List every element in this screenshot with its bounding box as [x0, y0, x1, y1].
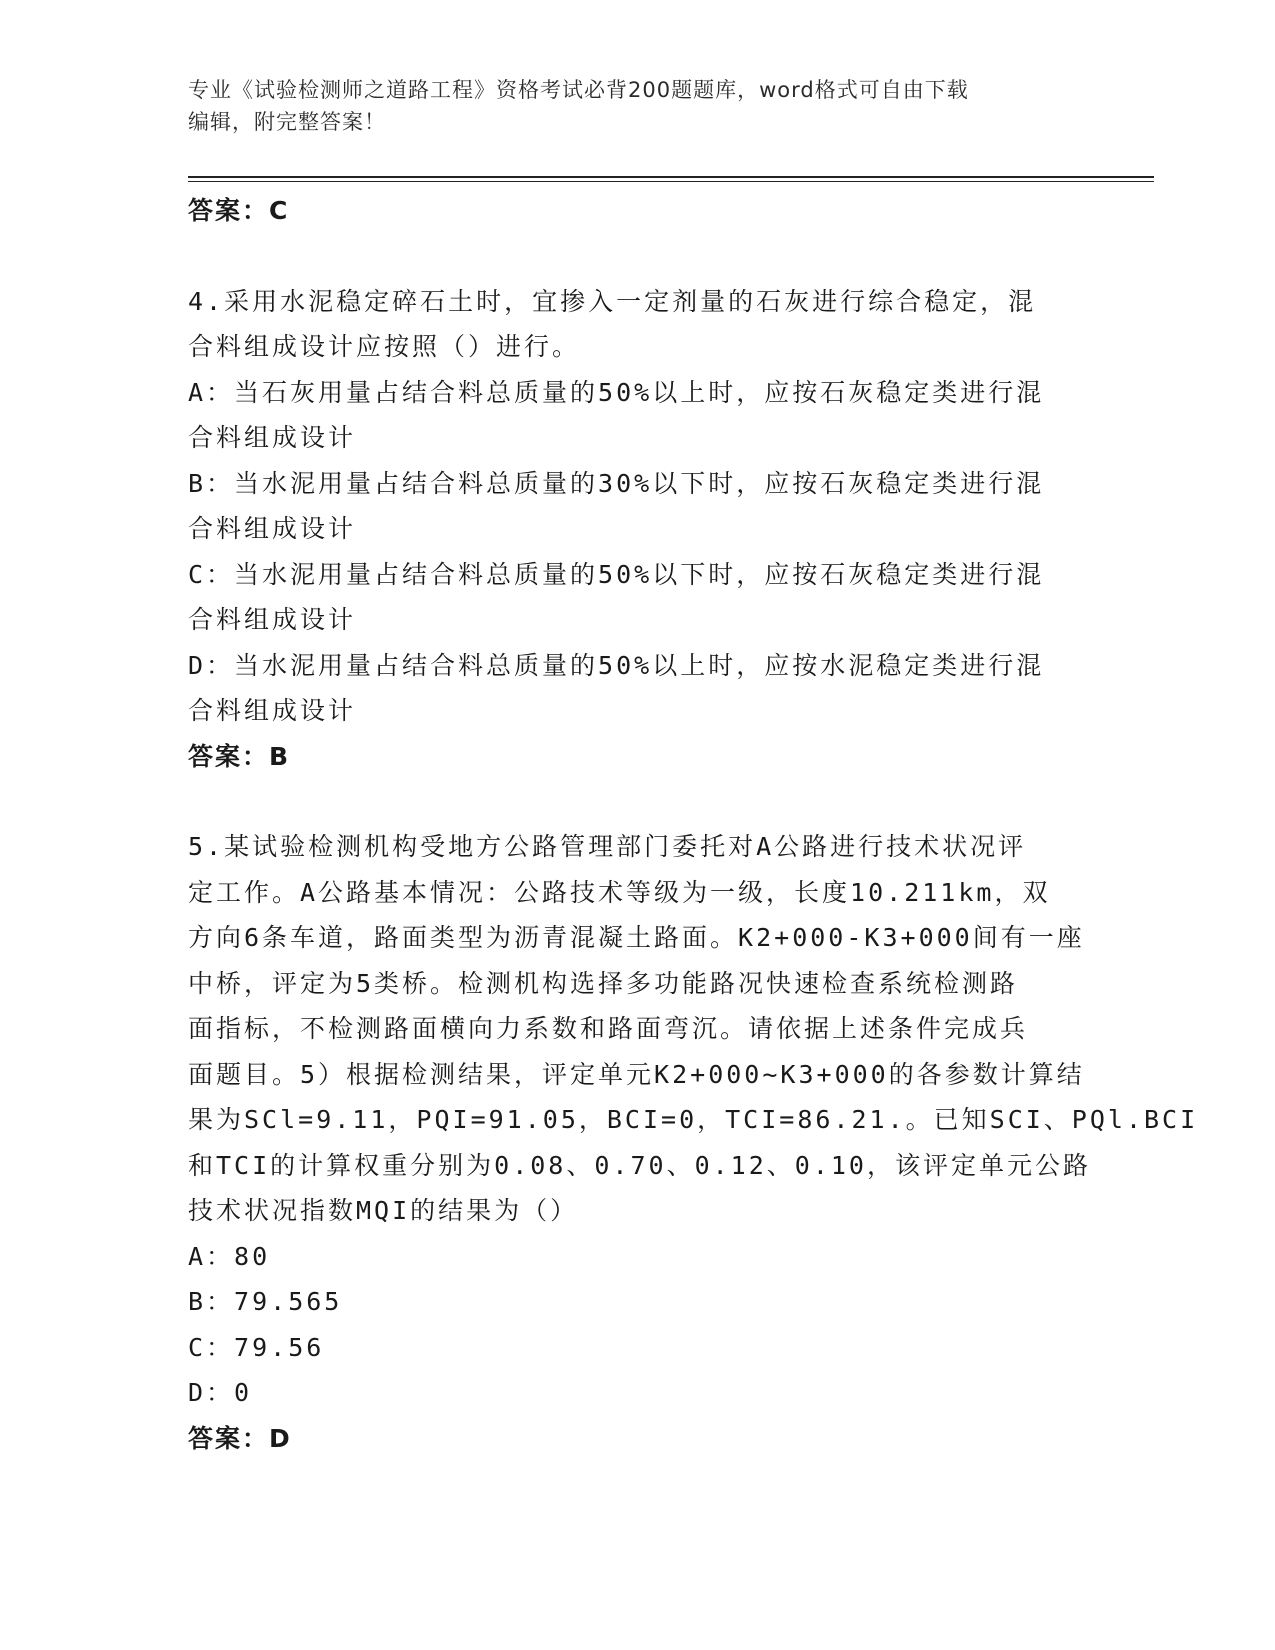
question-stem-line: 5.某试验检测机构受地方公路管理部门委托对A公路进行技术状况评 — [188, 832, 1027, 861]
spacer — [188, 234, 1088, 279]
option-a-line: 合料组成设计 — [188, 423, 357, 452]
question-stem-line: 和TCI的计算权重分别为0.08、0.70、0.12、0.10，该评定单元公路 — [188, 1150, 1091, 1180]
question-4-answer: 答案：B — [188, 741, 291, 771]
option-a: A：80 — [188, 1241, 271, 1271]
option-a-line: A：当石灰用量占结合料总质量的50%以上时，应按石灰稳定类进行混 — [188, 377, 1045, 407]
question-stem-line: 方向6条车道，路面类型为沥青混凝土路面。K2+000-K3+000间有一座 — [188, 923, 1085, 952]
question-5 — [188, 824, 1199, 1461]
header-divider — [188, 176, 1154, 178]
question-stem-line: 果为SCl=9.11，PQI=91.05，BCI=0，TCI=86.21.。已知SCI、PQl.BCI — [188, 1105, 1199, 1134]
previous-answer: 答案：C — [188, 196, 290, 225]
page-header — [188, 74, 1068, 138]
option-d: D：0 — [188, 1378, 253, 1407]
header-title-line-2: 编辑，附完整答案！ — [188, 110, 386, 134]
question-5-answer: 答案：D — [188, 1423, 292, 1453]
option-d-line: 合料组成设计 — [188, 696, 357, 725]
question-stem-line: 面指标，不检测路面横向力系数和路面弯沉。请依据上述条件完成兵 — [188, 1014, 1029, 1043]
option-d-line: D：当水泥用量占结合料总质量的50%以上时，应按水泥稳定类进行混 — [188, 650, 1045, 680]
document-body — [188, 188, 1199, 1461]
question-stem-line: 4.采用水泥稳定碎石土时，宜掺入一定剂量的石灰进行综合稳定，混 — [188, 286, 1037, 316]
option-b-line: B：当水泥用量占结合料总质量的30%以下时，应按石灰稳定类进行混 — [188, 468, 1045, 498]
option-b-line: 合料组成设计 — [188, 514, 357, 543]
option-c-line: C：当水泥用量占结合料总质量的50%以下时，应按石灰稳定类进行混 — [188, 559, 1045, 589]
option-c-line: 合料组成设计 — [188, 605, 357, 634]
question-stem-line: 中桥，评定为5类桥。检测机构选择多功能路况快速检查系统检测路 — [188, 968, 1019, 998]
question-stem-line: 技术状况指数MQI的结果为（） — [188, 1196, 579, 1225]
spacer — [188, 779, 1088, 824]
header-divider-thin — [188, 181, 1154, 182]
option-b: B：79.565 — [188, 1287, 343, 1316]
option-c: C：79.56 — [188, 1332, 325, 1362]
question-4 — [188, 279, 1088, 780]
question-stem-line: 面题目。5）根据检测结果，评定单元K2+000~K3+000的各参数计算结 — [188, 1059, 1085, 1089]
question-stem-line: 定工作。A公路基本情况：公路技术等级为一级，长度10.211km，双 — [188, 877, 1051, 907]
header-title-line-1: 专业《试验检测师之道路工程》资格考试必背200题题库，word格式可自由下载 — [188, 78, 969, 102]
question-stem-line: 合料组成设计应按照（）进行。 — [188, 332, 581, 361]
